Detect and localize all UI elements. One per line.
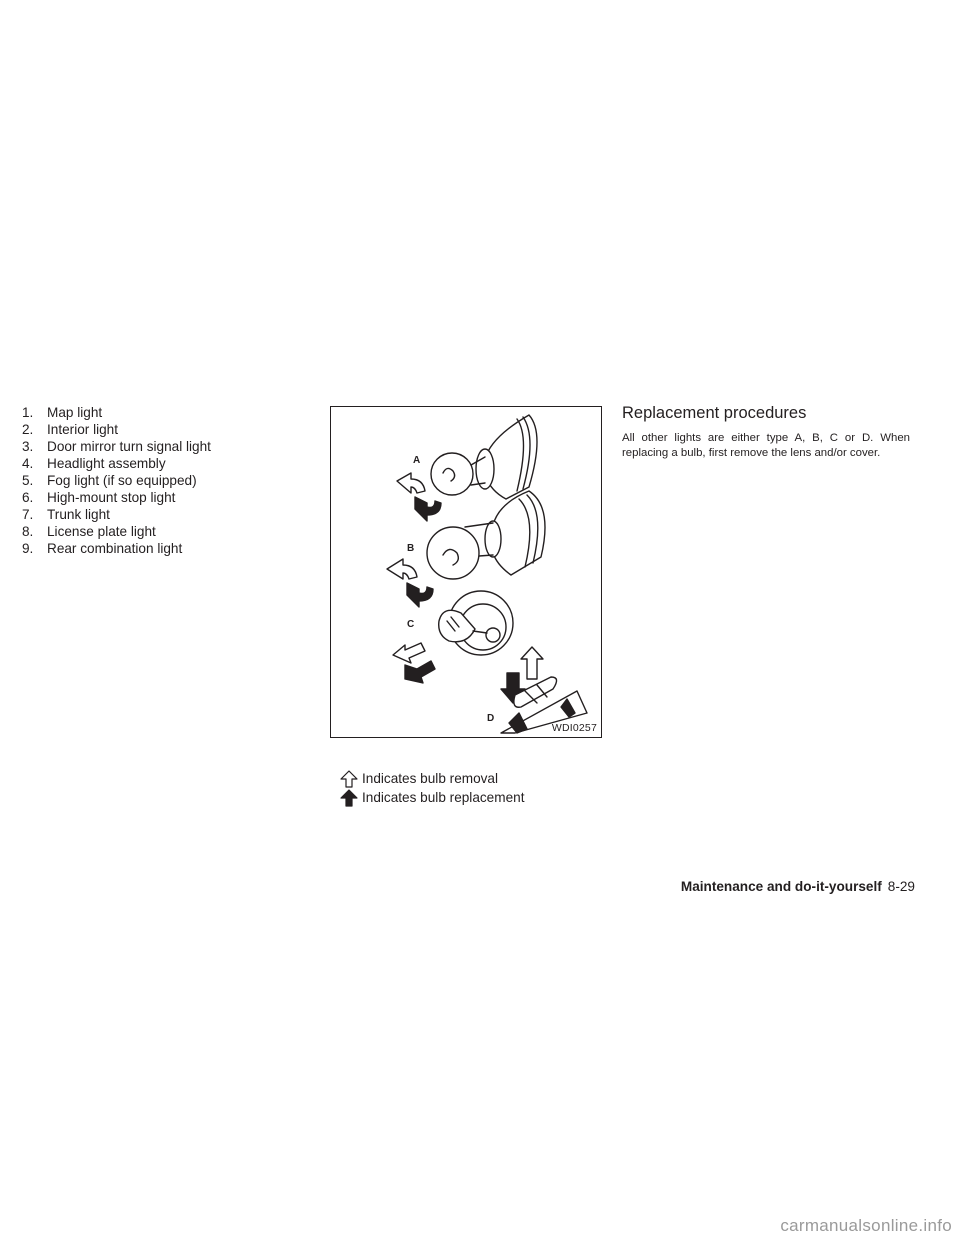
bulb-type-a	[431, 415, 537, 499]
label-b: B	[407, 543, 415, 554]
list-item: 8. License plate light	[22, 524, 156, 539]
bulb-type-d	[501, 647, 587, 733]
list-item: 3. Door mirror turn signal light	[22, 439, 211, 454]
filled-arrow-up-icon	[340, 789, 358, 807]
removal-arrow-icon	[387, 559, 417, 579]
removal-arrow-icon	[393, 643, 425, 663]
figure-code: WDI0257	[551, 722, 597, 734]
footer-section-name: Maintenance and do-it-yourself	[680, 879, 882, 894]
section-title: Replacement procedures	[622, 404, 807, 422]
bulb-location-list	[22, 404, 211, 557]
legend-replacement: Indicates bulb replacement	[340, 788, 524, 807]
section-body: All other lights are either type A, B, C or D. When replacing a bulb, first remove the lens and/or cover.	[622, 432, 910, 459]
bulb-diagram	[331, 407, 602, 738]
label-a: A	[413, 455, 421, 466]
label-c: C	[407, 619, 415, 630]
bulb-type-c	[439, 591, 513, 655]
outline-arrow-up-icon	[340, 770, 358, 788]
list-item: 6. High-mount stop light	[22, 490, 176, 505]
bulb-type-b	[427, 491, 545, 579]
list-item: 4. Headlight assembly	[22, 456, 166, 471]
replacement-arrow-icon	[405, 661, 435, 683]
page-number: 8-29	[887, 879, 915, 894]
arrow-legend	[340, 769, 524, 807]
list-item: 2. Interior light	[22, 422, 119, 437]
bulb-type-illustration	[330, 406, 602, 738]
list-item: 5. Fog light (if so equipped)	[22, 473, 197, 488]
watermark: carmanualsonline.info	[780, 1216, 952, 1235]
label-d: D	[487, 713, 495, 724]
removal-arrow-icon	[521, 647, 543, 679]
replacement-arrow-icon	[415, 497, 441, 521]
list-item: 1. Map light	[22, 405, 103, 420]
replacement-arrow-icon	[407, 583, 433, 607]
removal-arrow-icon	[397, 473, 425, 493]
legend-removal: Indicates bulb removal	[340, 769, 524, 788]
list-item: 9. Rear combination light	[22, 541, 183, 556]
page-footer	[681, 879, 915, 894]
list-item: 7. Trunk light	[22, 507, 110, 522]
